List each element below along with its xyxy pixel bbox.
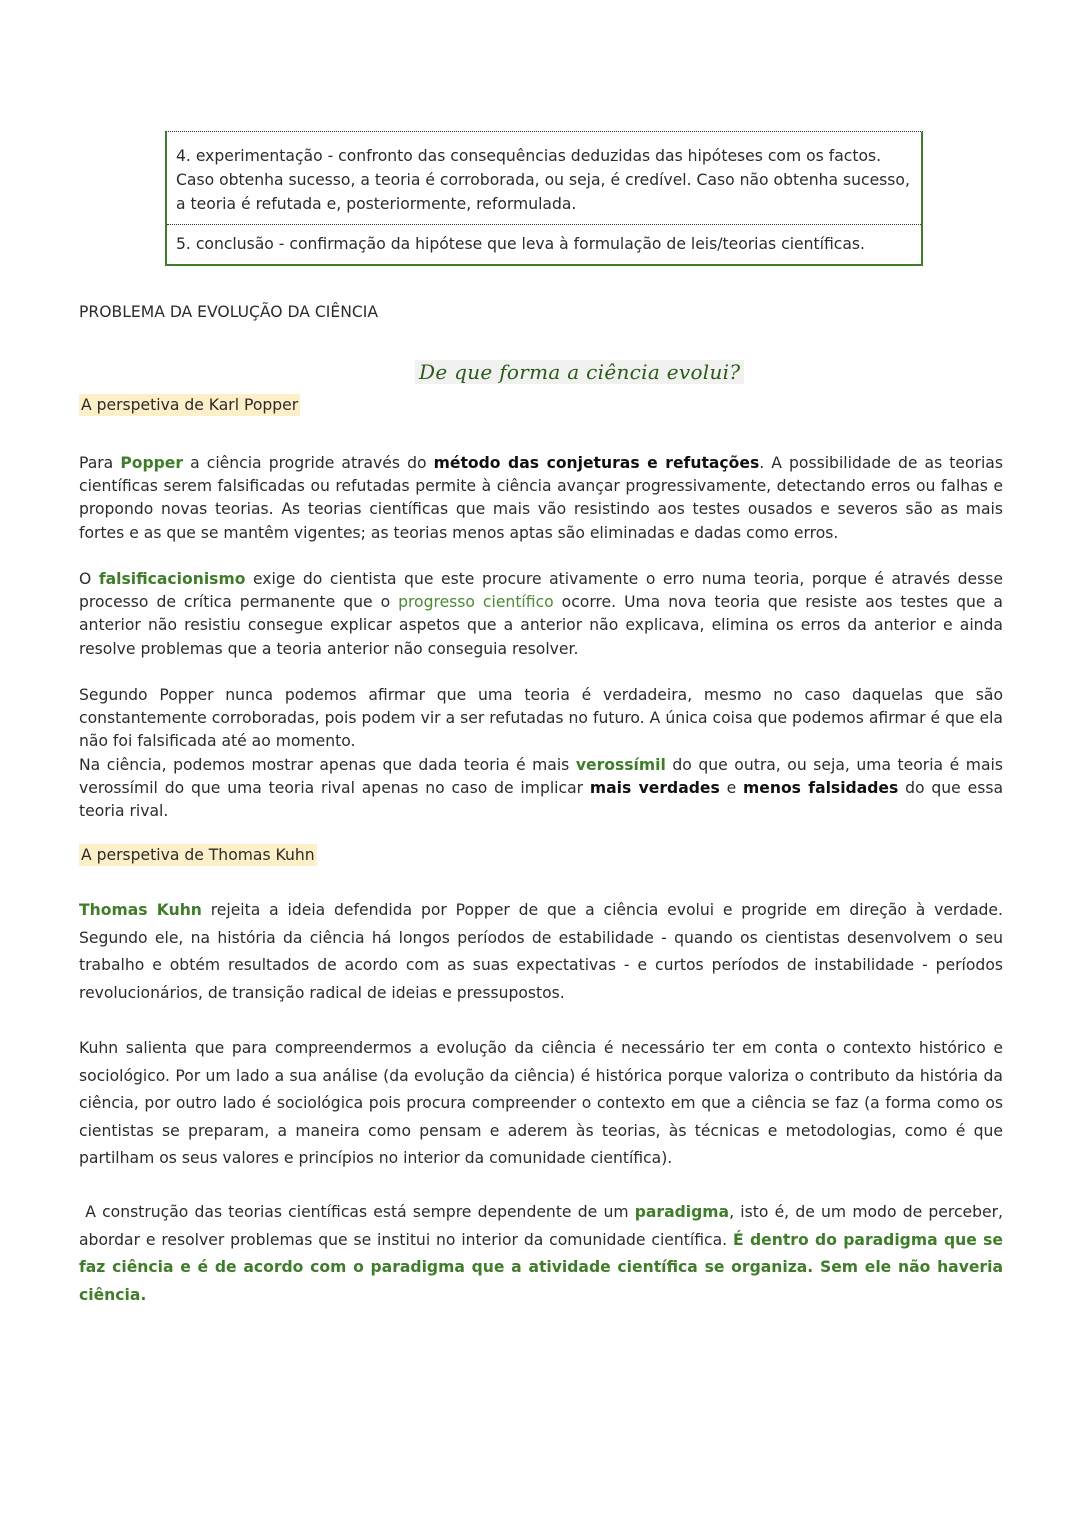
section-title: PROBLEMA DA EVOLUÇÃO DA CIÊNCIA [79, 303, 379, 321]
text: A construção das teorias científicas está sempre dependente de um [79, 1203, 635, 1221]
kuhn-paragraph-1 [79, 897, 1003, 1007]
text: do que essa teoria rival. [79, 779, 1003, 821]
kuhn-paragraph-2: Kuhn salienta que para compreendermos a evolução da ciência é necessário ter em conta o contexto histórico e sociológico. Por um lado a sua análise (da evolução da ciência) é histórica porque valoriza o contributo da história da ciência, por outro lado é sociológica pois procura compreender o contexto em que a ciência se faz (a forma como os cientistas se preparam, a maneira como pensam e aderem às teorias, às técnicas e metodologias, como é que partilham os seus valores e princípios no interior da comunidade científica). [79, 1039, 1003, 1168]
term-more-truths: mais verdades [589, 779, 720, 798]
text: Na ciência, podemos mostrar apenas que dada teoria é mais [79, 756, 576, 774]
popper-paragraph-4 [79, 754, 1003, 824]
term-less-falsities: menos falsidades [743, 779, 899, 798]
text: do que outra, ou seja, uma teoria é mais verossímil do que uma teoria rival apenas no caso de implicar [79, 756, 1003, 798]
popper-paragraph-3: Segundo Popper nunca podemos afirmar que uma teoria é verdadeira, mesmo no caso daquelas que são constantemente corroboradas, pois podem vir a ser refutadas no futuro. A única coisa que podemos afirmar é que ela não foi falsificada até ao momento. [79, 686, 1003, 751]
term-kuhn: Thomas Kuhn [79, 901, 202, 919]
popper-paragraph-2 [79, 568, 1003, 661]
term-method: método das conjeturas e refutações [433, 454, 760, 472]
step-4: 4. experimentação - confronto das consequências deduzidas das hipóteses com os factos. Caso obtenha sucesso, a teoria é corroborada, ou seja, é credível. Caso não obtenha sucesso, a teoria é refutada e, posteriormente, reformulada. [176, 147, 910, 213]
text: a ciência progride através do [183, 454, 434, 472]
kuhn-heading: A perspetiva de Thomas Kuhn [81, 846, 315, 864]
popper-heading: A perspetiva de Karl Popper [81, 396, 299, 414]
step-5: 5. conclusão - confirmação da hipótese que leva à formulação de leis/teorias científicas. [167, 224, 921, 264]
text: exige do cientista que este procure ativamente o erro numa teoria, porque é através desse processo de crítica permanente que o [79, 570, 1003, 612]
text: , isto é, de um modo de perceber, abordar e resolver problemas que se institui no interior da comunidade científica. [79, 1203, 1003, 1249]
kuhn-paragraph-3 [79, 1199, 1003, 1309]
term-falsificationism: falsificacionismo [98, 570, 246, 588]
paradigm-conclusion: É dentro do paradigma que se faz ciência e é de acordo com o paradigma que a atividade científica se organiza. Sem ele não haveria ciência. [79, 1230, 1004, 1304]
text: e [719, 779, 744, 798]
text: ocorre. Uma nova teoria que resiste aos testes que a anterior não resistiu consegue explicar aspetos que a anterior não explicava, elimina os erros da anterior e ainda resolve problemas que a teoria anterior não conseguia resolver. [79, 593, 1003, 658]
term-verisimilar: verossímil [575, 756, 666, 774]
popper-paragraph-1 [79, 452, 1003, 545]
term-progress: progresso científico [398, 593, 554, 612]
text: O [79, 570, 99, 588]
method-steps-table [165, 131, 923, 266]
text: . A possibilidade de as teorias científicas serem falsificadas ou refutadas permite à ciência avançar progressivamente, detectando erros ou falhas e propondo novas teorias. As teorias científicas que mais vão resistindo aos testes ousados e severos são as mais fortes e as que se mantêm vigentes; as teorias menos aptas são eliminadas e dadas como erros. [79, 454, 1003, 542]
term-popper: Popper [120, 454, 184, 472]
text: Para [79, 454, 121, 472]
text: rejeita a ideia defendida por Popper de que a ciência evolui e progride em direção à verdade. Segundo ele, na história da ciência há longos períodos de estabilidade - quando os cientistas desenvolvem o seu trabalho e obtém resultados de acordo com as suas expectativas - e curtos períodos de instabilidade - períodos revolucionários, de transição radical de ideias e pressupostos. [79, 901, 1003, 1002]
term-paradigm: paradigma [634, 1203, 730, 1221]
guiding-question: De que forma a ciência evolui? [415, 360, 744, 384]
